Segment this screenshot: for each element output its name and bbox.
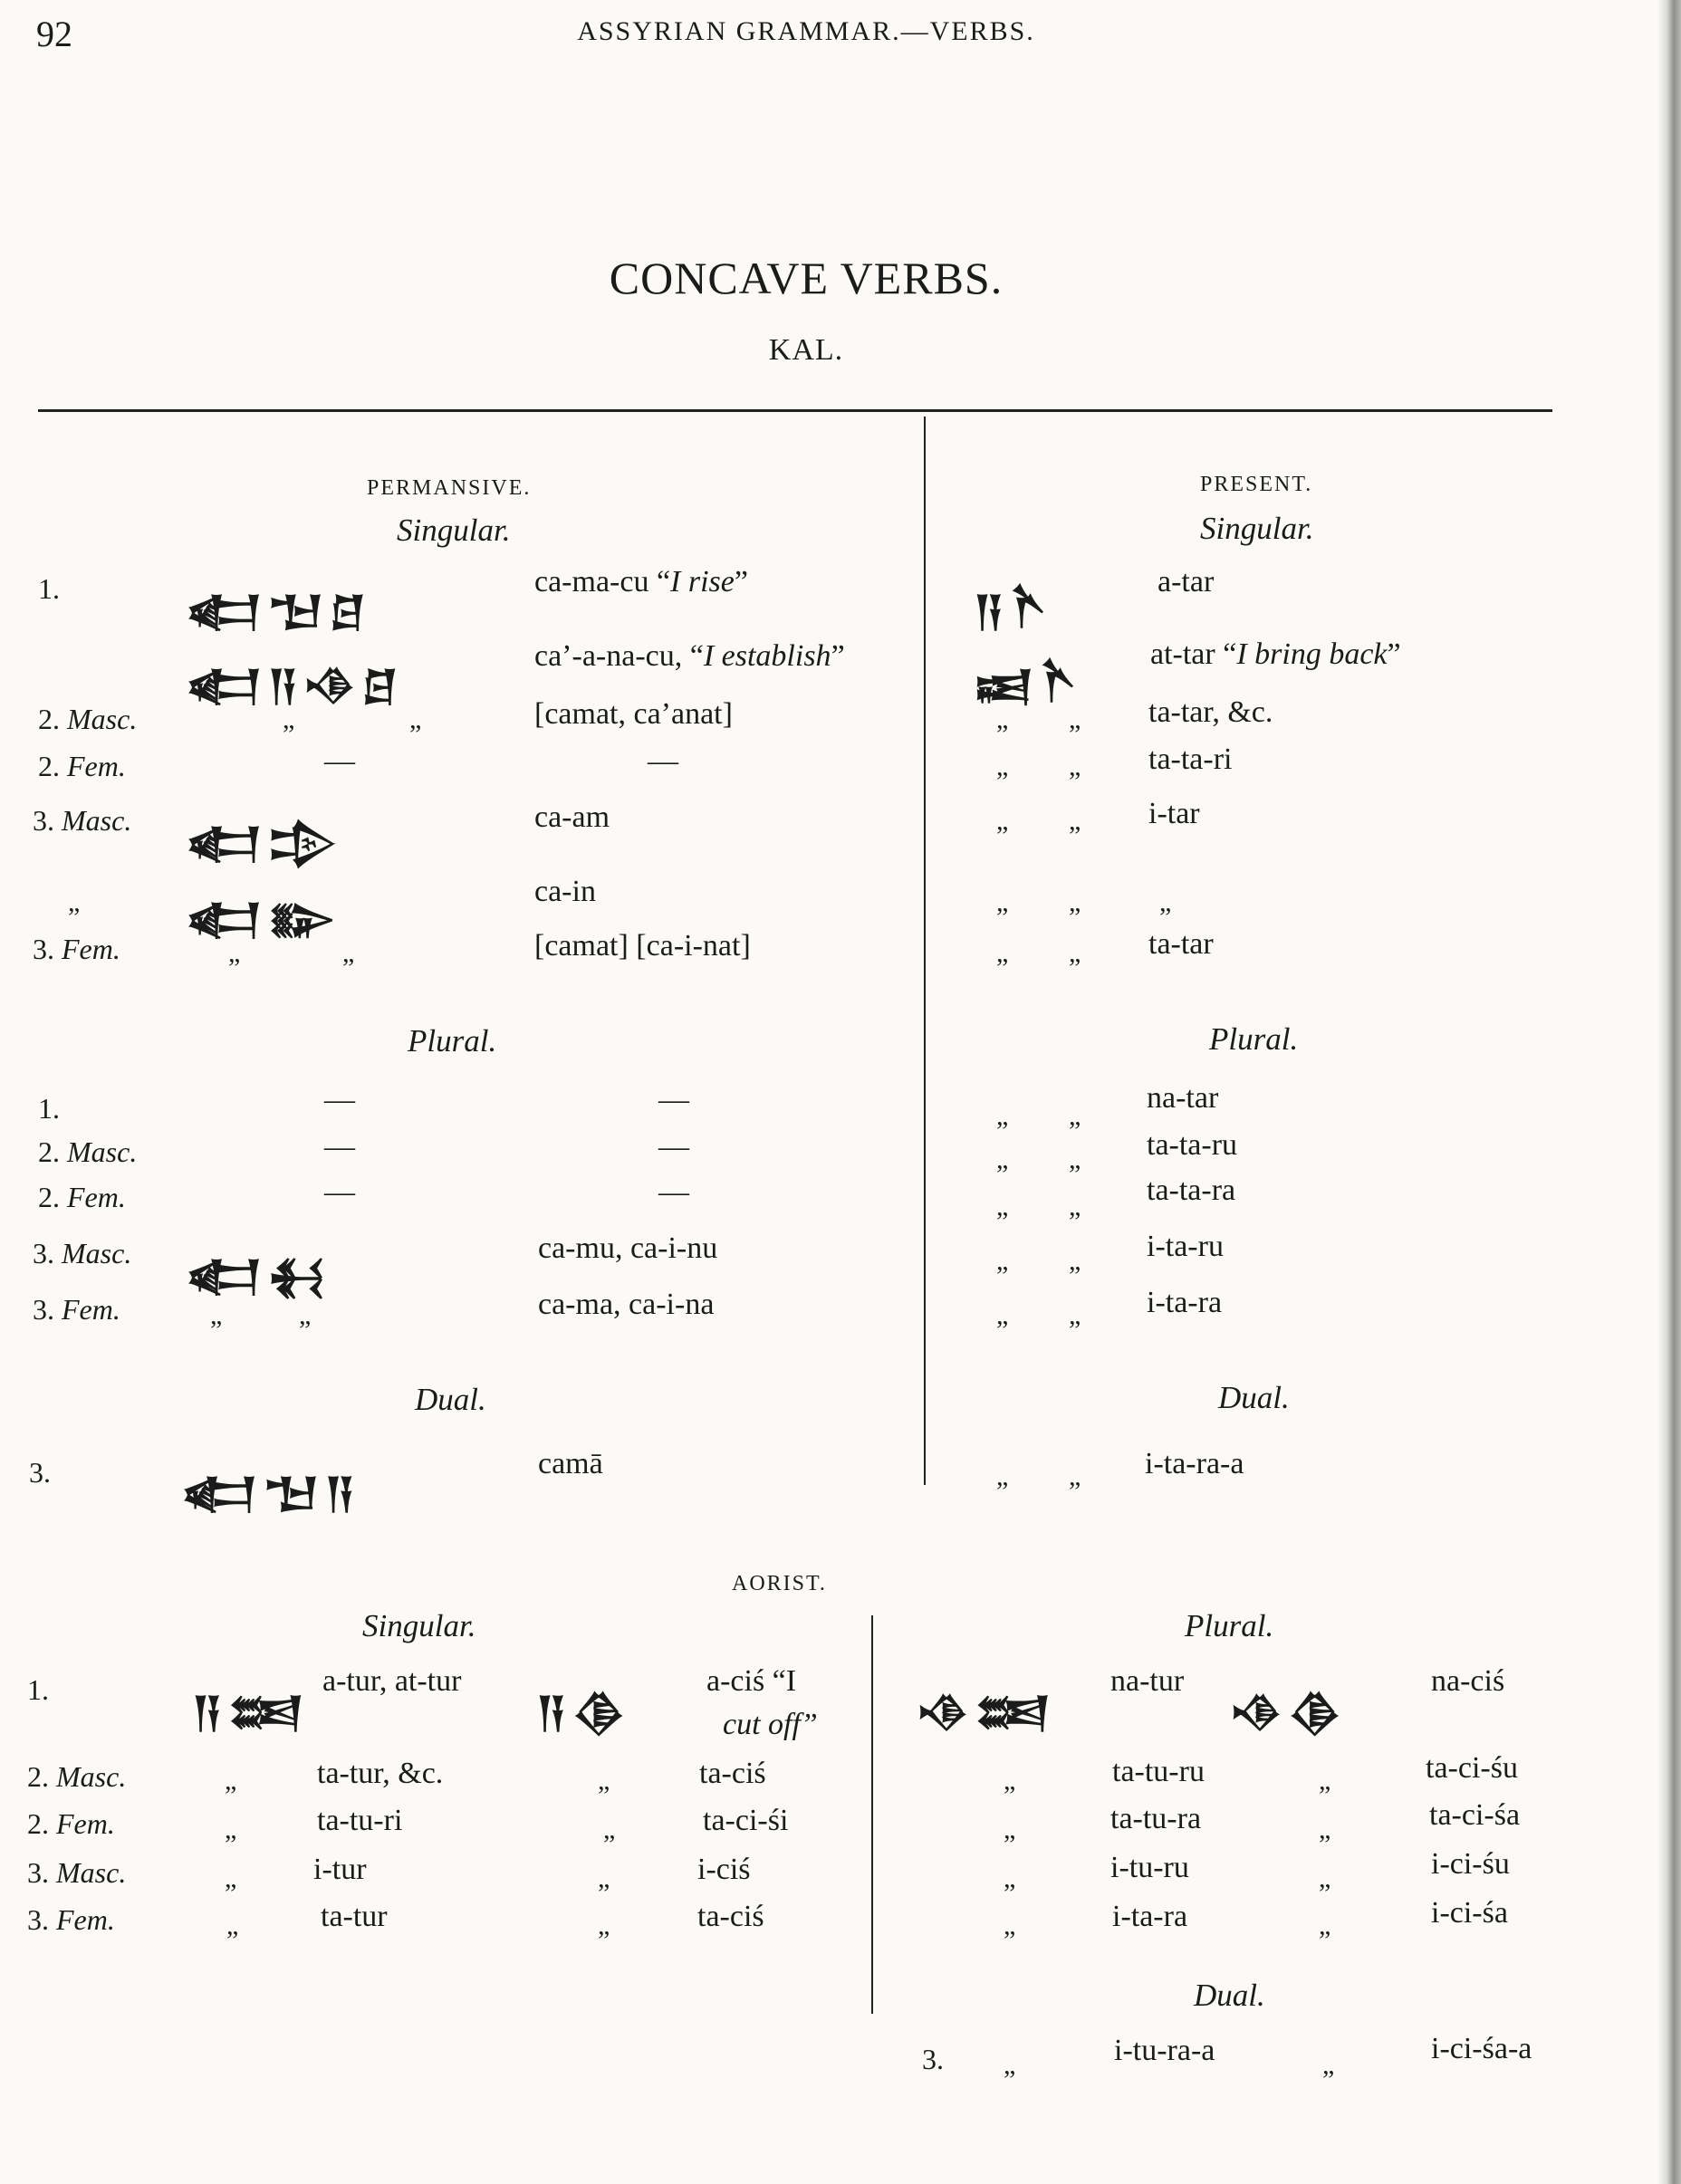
ditto-mark: „ xyxy=(1069,752,1081,781)
running-head: ASSYRIAN GRAMMAR.—VERBS. xyxy=(577,16,1035,46)
aorist-plural-label: Plural. xyxy=(1185,1608,1274,1643)
transliteration: ca-mu, ca-i-nu xyxy=(538,1231,718,1265)
transliteration: i-ta-ru xyxy=(1147,1230,1224,1263)
permansive-heading: PERMANSIVE. xyxy=(367,476,532,500)
row-number: 2. Fem. xyxy=(38,1181,126,1213)
transliteration: ta-ta-ra xyxy=(1147,1173,1236,1207)
ditto-mark: „ xyxy=(598,1863,610,1893)
transliteration: i-ci-śu xyxy=(1431,1847,1510,1881)
ditto-mark: „ xyxy=(996,752,1009,781)
transliteration: ta-ciś xyxy=(697,1900,764,1933)
row-number: 3. Masc. xyxy=(33,1237,132,1269)
ditto-mark: „ xyxy=(68,887,81,917)
row-number: 3. Fem. xyxy=(33,1293,120,1326)
cuneiform-glyphs: 𒅗𒈠𒀀 xyxy=(181,1469,360,1518)
row-number: 2. Fem. xyxy=(38,750,126,782)
transliteration: i-tur xyxy=(313,1853,367,1886)
cuneiform-glyphs: 𒅗𒄠 xyxy=(186,819,343,867)
transliteration: i-ta-ra xyxy=(1147,1286,1223,1319)
ditto-mark: „ xyxy=(225,1766,237,1796)
ditto-mark: „ xyxy=(1004,1766,1016,1796)
ditto-mark: „ xyxy=(225,1815,237,1844)
dash-mark: — xyxy=(648,744,678,778)
ditto-mark: „ xyxy=(1069,1192,1081,1221)
ditto-mark: „ xyxy=(996,1461,1009,1491)
cuneiform-glyphs: 𒅗𒈠𒆪 xyxy=(186,587,372,636)
dash-mark: — xyxy=(324,1175,355,1209)
ditto-mark: „ xyxy=(228,938,241,968)
page-number: 92 xyxy=(36,14,72,54)
ditto-mark: „ xyxy=(1069,1461,1081,1491)
transliteration: ta-tar, &c. xyxy=(1148,695,1273,729)
ditto-mark: „ xyxy=(1069,1246,1081,1276)
ditto-mark: „ xyxy=(1069,887,1081,917)
row-number: 2. Masc. xyxy=(38,703,138,735)
transliteration: i-ci-śa-a xyxy=(1431,2032,1532,2065)
cuneiform-glyphs: 𒀜𒋻 xyxy=(974,661,1082,710)
ditto-mark: „ xyxy=(1319,1766,1331,1796)
transliteration: ca-am xyxy=(534,800,610,834)
cuneiform-glyphs: 𒈾𒌅 xyxy=(917,1688,1057,1737)
row-number: 3. Masc. xyxy=(33,804,132,837)
transliteration: i-ta-ra xyxy=(1112,1900,1188,1933)
row-number: 3. Masc. xyxy=(27,1856,127,1889)
ditto-mark: „ xyxy=(1159,887,1172,917)
cuneiform-glyphs: 𒀀𒋻 xyxy=(974,587,1052,636)
ditto-mark: „ xyxy=(1004,2050,1016,2080)
transliteration: ta-tu-ra xyxy=(1110,1802,1202,1835)
ditto-mark: „ xyxy=(225,1863,237,1893)
dash-mark: — xyxy=(658,1175,689,1209)
row-number: 2. Fem. xyxy=(27,1807,115,1840)
permansive-dual-label: Dual. xyxy=(415,1382,486,1417)
ditto-mark: „ xyxy=(1069,1145,1081,1174)
transliteration: i-ciś xyxy=(697,1853,751,1886)
ditto-mark: „ xyxy=(1069,1101,1081,1131)
transliteration: ta-ta-ru xyxy=(1147,1128,1238,1162)
ditto-mark: „ xyxy=(342,938,355,968)
transliteration: i-ci-śa xyxy=(1431,1896,1508,1930)
ditto-mark: „ xyxy=(1322,2050,1335,2080)
transliteration: ta-ciś xyxy=(699,1757,766,1790)
row-number: 3. xyxy=(922,2043,944,2075)
cuneiform-glyphs: 𒀀𒆠 xyxy=(536,1688,631,1737)
ditto-mark: „ xyxy=(409,704,422,734)
permansive-singular-label: Singular. xyxy=(397,512,511,548)
transliteration: ta-tu-ru xyxy=(1112,1755,1205,1788)
ditto-mark: „ xyxy=(603,1815,616,1844)
cuneiform-glyphs: 𒅗𒈬 xyxy=(186,1251,331,1300)
transliteration: ca-ma-cu “I rise” xyxy=(534,565,748,599)
transliteration: ta-tur xyxy=(321,1900,388,1933)
column-divider xyxy=(924,417,926,1485)
ditto-mark: „ xyxy=(210,1300,223,1330)
ditto-mark: „ xyxy=(283,704,295,734)
row-number: 2. Masc. xyxy=(38,1135,138,1168)
transliteration: a-tar xyxy=(1157,565,1215,599)
transliteration: ta-ci-śi xyxy=(703,1804,789,1837)
ditto-mark: „ xyxy=(1069,704,1081,734)
row-number: 3. Fem. xyxy=(27,1903,115,1936)
transliteration: ca-in xyxy=(534,875,596,908)
row-number: 3. Fem. xyxy=(33,933,120,965)
ditto-mark: „ xyxy=(996,1300,1009,1330)
cuneiform-glyphs: 𒅗𒀀𒈾𒆪 xyxy=(186,661,404,710)
transliteration: at-tar “I bring back” xyxy=(1150,637,1401,671)
present-heading: PRESENT. xyxy=(1200,473,1313,496)
ditto-mark: „ xyxy=(996,704,1009,734)
page-edge xyxy=(1657,0,1681,2184)
transliteration: ca-ma, ca-i-na xyxy=(538,1288,715,1321)
ditto-mark: „ xyxy=(1069,806,1081,836)
transliteration: ta-tar xyxy=(1148,927,1214,961)
dash-mark: — xyxy=(658,1130,689,1164)
transliteration: ta-ci-śu xyxy=(1426,1751,1518,1785)
dash-mark: — xyxy=(324,744,355,778)
present-plural-label: Plural. xyxy=(1209,1021,1299,1057)
ditto-mark: „ xyxy=(598,1911,610,1940)
transliteration: ta-tu-ri xyxy=(317,1804,403,1837)
transliteration: a-tur, at-tur xyxy=(322,1664,462,1698)
ditto-mark: „ xyxy=(1069,1300,1081,1330)
ditto-mark: „ xyxy=(1069,938,1081,968)
ditto-mark: „ xyxy=(1319,1863,1331,1893)
cuneiform-glyphs: 𒈾𒆠 xyxy=(1230,1688,1348,1737)
row-number: 3. xyxy=(29,1456,51,1489)
dash-mark: — xyxy=(324,1083,355,1116)
row-number: 1. xyxy=(38,572,60,605)
ditto-mark: „ xyxy=(1319,1815,1331,1844)
ditto-mark: „ xyxy=(996,1145,1009,1174)
aorist-dual-label: Dual. xyxy=(1194,1978,1265,2013)
cuneiform-glyphs: 𒀀𒌅 xyxy=(192,1688,310,1737)
ditto-mark: „ xyxy=(996,1192,1009,1221)
transliteration: ca’-a-na-cu, “I establish” xyxy=(534,639,845,673)
transliteration: i-tar xyxy=(1148,797,1200,830)
present-singular-label: Singular. xyxy=(1200,511,1314,546)
ditto-mark: „ xyxy=(1319,1911,1331,1940)
ditto-mark: „ xyxy=(1004,1815,1016,1844)
page-subtitle: KAL. xyxy=(768,333,844,367)
transliteration: [camat] [ca-i-nat] xyxy=(534,929,751,963)
transliteration: i-ta-ra-a xyxy=(1145,1447,1244,1480)
page-title: CONCAVE VERBS. xyxy=(609,253,1004,303)
row-number: 1. xyxy=(27,1673,49,1706)
transliteration: [camat, ca’anat] xyxy=(534,697,733,731)
ditto-mark: „ xyxy=(598,1766,610,1796)
ditto-mark: „ xyxy=(996,1101,1009,1131)
ditto-mark: „ xyxy=(1004,1863,1016,1893)
permansive-plural-label: Plural. xyxy=(408,1023,497,1058)
ditto-mark: „ xyxy=(299,1300,312,1330)
dash-mark: — xyxy=(658,1083,689,1116)
row-number: 1. xyxy=(38,1092,60,1125)
transliteration: na-ciś xyxy=(1431,1664,1505,1698)
ditto-mark: „ xyxy=(996,887,1009,917)
transliteration: na-tar xyxy=(1147,1081,1219,1115)
dash-mark: — xyxy=(324,1130,355,1164)
horizontal-rule xyxy=(38,409,1552,412)
row-number: 2. Masc. xyxy=(27,1760,127,1793)
ditto-mark: „ xyxy=(996,938,1009,968)
transliteration: ta-ta-ri xyxy=(1148,742,1233,776)
transliteration: na-tur xyxy=(1110,1664,1185,1698)
transliteration: i-tu-ru xyxy=(1110,1851,1189,1884)
cuneiform-glyphs: 𒅗𒅔 xyxy=(186,895,341,944)
ditto-mark: „ xyxy=(996,806,1009,836)
transliteration: ta-ci-śa xyxy=(1429,1798,1521,1832)
transliteration: camā xyxy=(538,1447,603,1480)
ditto-mark: „ xyxy=(1004,1911,1016,1940)
ditto-mark: „ xyxy=(226,1911,239,1940)
ditto-mark: „ xyxy=(996,1246,1009,1276)
aorist-singular-label: Singular. xyxy=(362,1608,476,1643)
transliteration: i-tu-ra-a xyxy=(1114,2034,1215,2067)
transliteration: a-ciś “I xyxy=(706,1664,797,1698)
aorist-heading: AORIST. xyxy=(732,1572,827,1595)
column-divider xyxy=(871,1615,873,2014)
present-dual-label: Dual. xyxy=(1218,1380,1290,1415)
transliteration: cut off” xyxy=(723,1708,818,1741)
transliteration: ta-tur, &c. xyxy=(317,1757,444,1790)
